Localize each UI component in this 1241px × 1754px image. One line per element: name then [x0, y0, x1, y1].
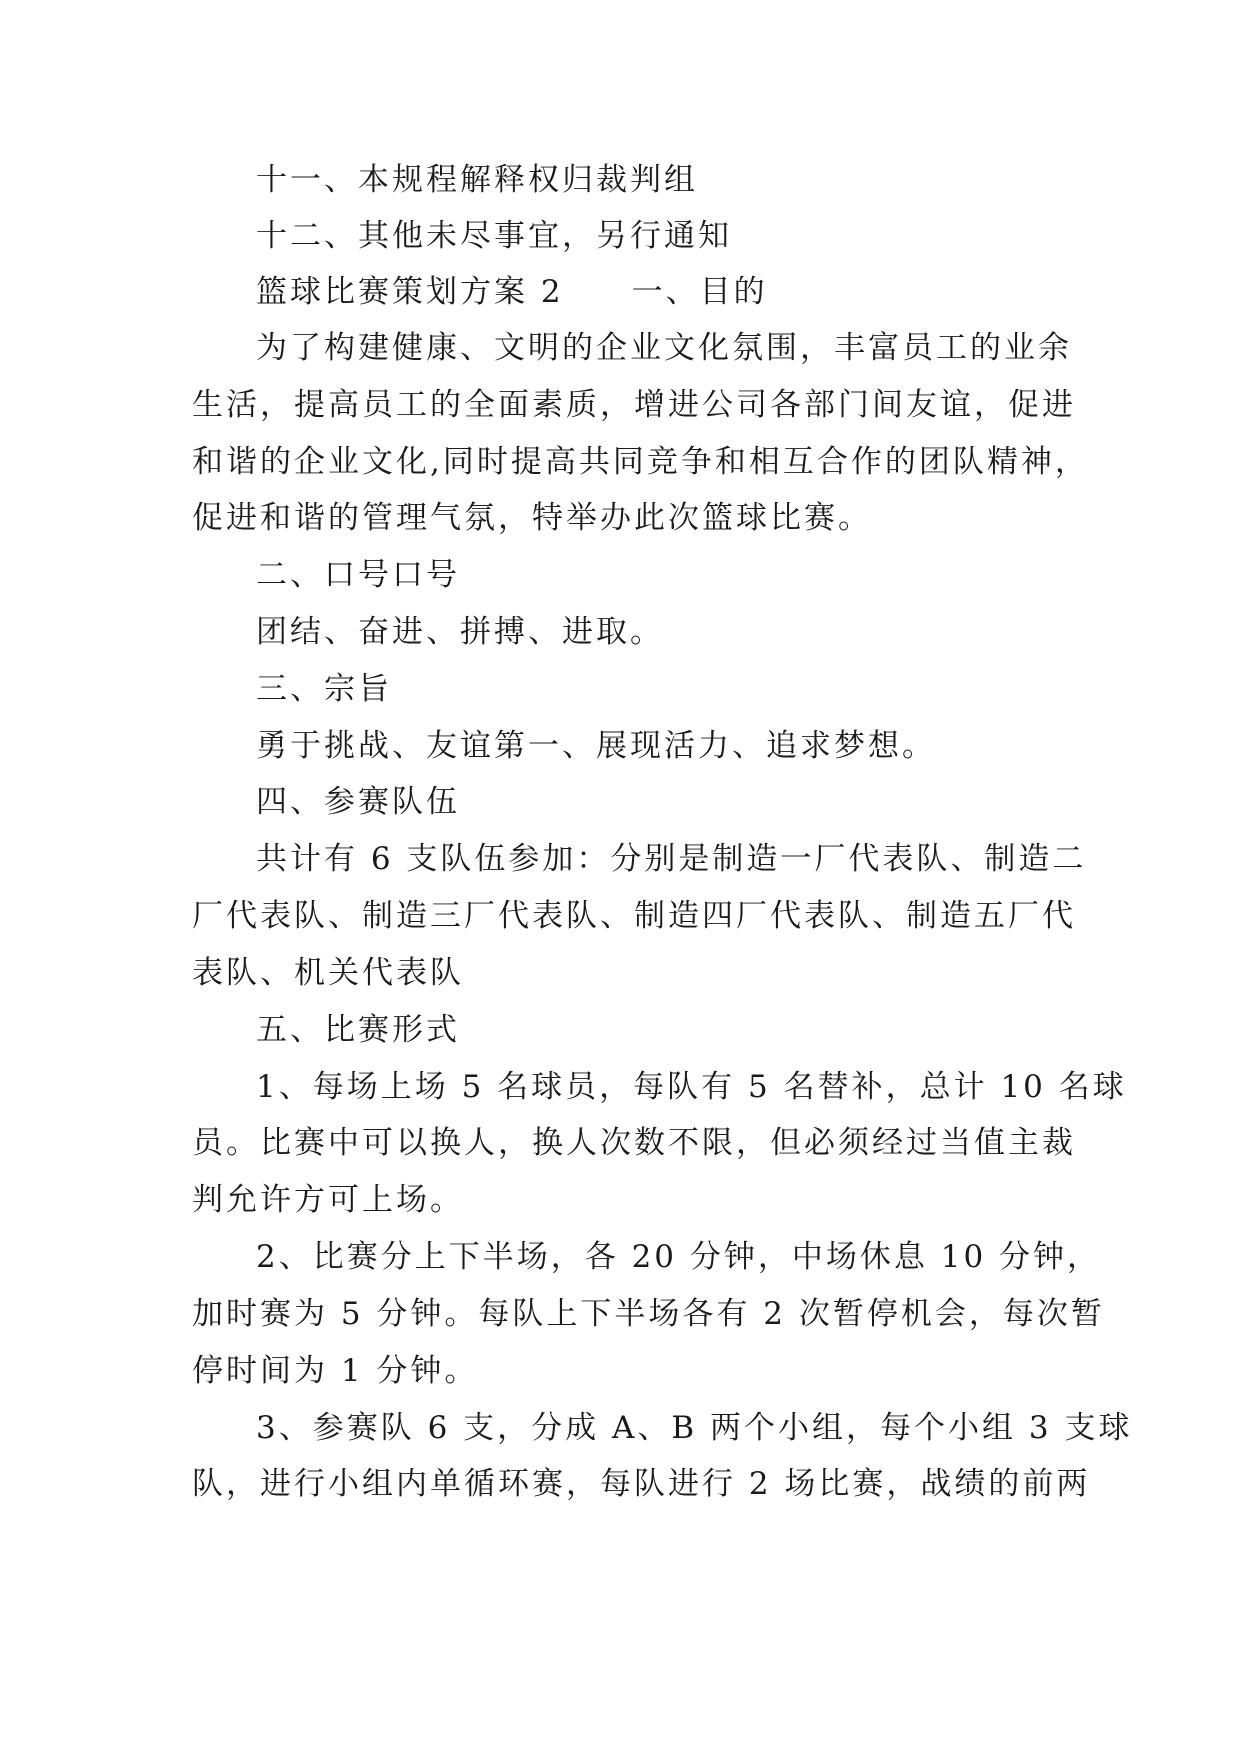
text-line: 五、比赛形式	[256, 1012, 460, 1048]
text-line: 2、比赛分上下半场，各 20 分钟，中场休息 10 分钟，	[256, 1239, 1102, 1275]
text-line: 加时赛为 5 分钟。每队上下半场各有 2 次暂停机会，每次暂	[192, 1296, 1105, 1332]
text-line: 勇于挑战、友谊第一、展现活力、追求梦想。	[256, 728, 936, 764]
text-line: 员。比赛中可以换人，换人次数不限，但必须经过当值主裁	[192, 1125, 1076, 1161]
text-line: 三、宗旨	[256, 671, 392, 707]
text-line: 四、参赛队伍	[256, 784, 460, 820]
text-line: 生活，提高员工的全面素质，增进公司各部门间友谊，促进	[192, 387, 1076, 423]
text-line: 3、参赛队 6 支，分成 A、B 两个小组，每个小组 3 支球	[256, 1410, 1133, 1446]
text-line: 十一、本规程解释权归裁判组	[256, 162, 698, 198]
text-line: 1、每场上场 5 名球员，每队有 5 名替补，总计 10 名球	[256, 1069, 1127, 1105]
text-line: 队，进行小组内单循环赛，每队进行 2 场比赛，战绩的前两	[192, 1466, 1091, 1502]
text-line: 厂代表队、制造三厂代表队、制造四厂代表队、制造五厂代	[192, 898, 1076, 934]
text-line: 为了构建健康、文明的企业文化氛围，丰富员工的业余	[256, 330, 1072, 366]
text-line: 停时间为 1 分钟。	[192, 1353, 479, 1389]
text-line: 团结、奋进、拼搏、进取。	[256, 614, 664, 650]
text-line: 表队、机关代表队	[192, 955, 464, 991]
text-line: 促进和谐的管理气氛，特举办此次篮球比赛。	[192, 500, 872, 536]
text-line: 和谐的企业文化,同时提高共同竞争和相互合作的团队精神，	[192, 444, 1089, 480]
text-line: 十二、其他未尽事宜，另行通知	[256, 218, 732, 254]
text-line: 二、口号口号	[256, 557, 460, 593]
text-line: 共计有 6 支队伍参加：分别是制造一厂代表队、制造二	[256, 841, 1087, 877]
text-line: 篮球比赛策划方案 2 一、目的	[256, 274, 768, 310]
text-line: 判允许方可上场。	[192, 1182, 464, 1218]
